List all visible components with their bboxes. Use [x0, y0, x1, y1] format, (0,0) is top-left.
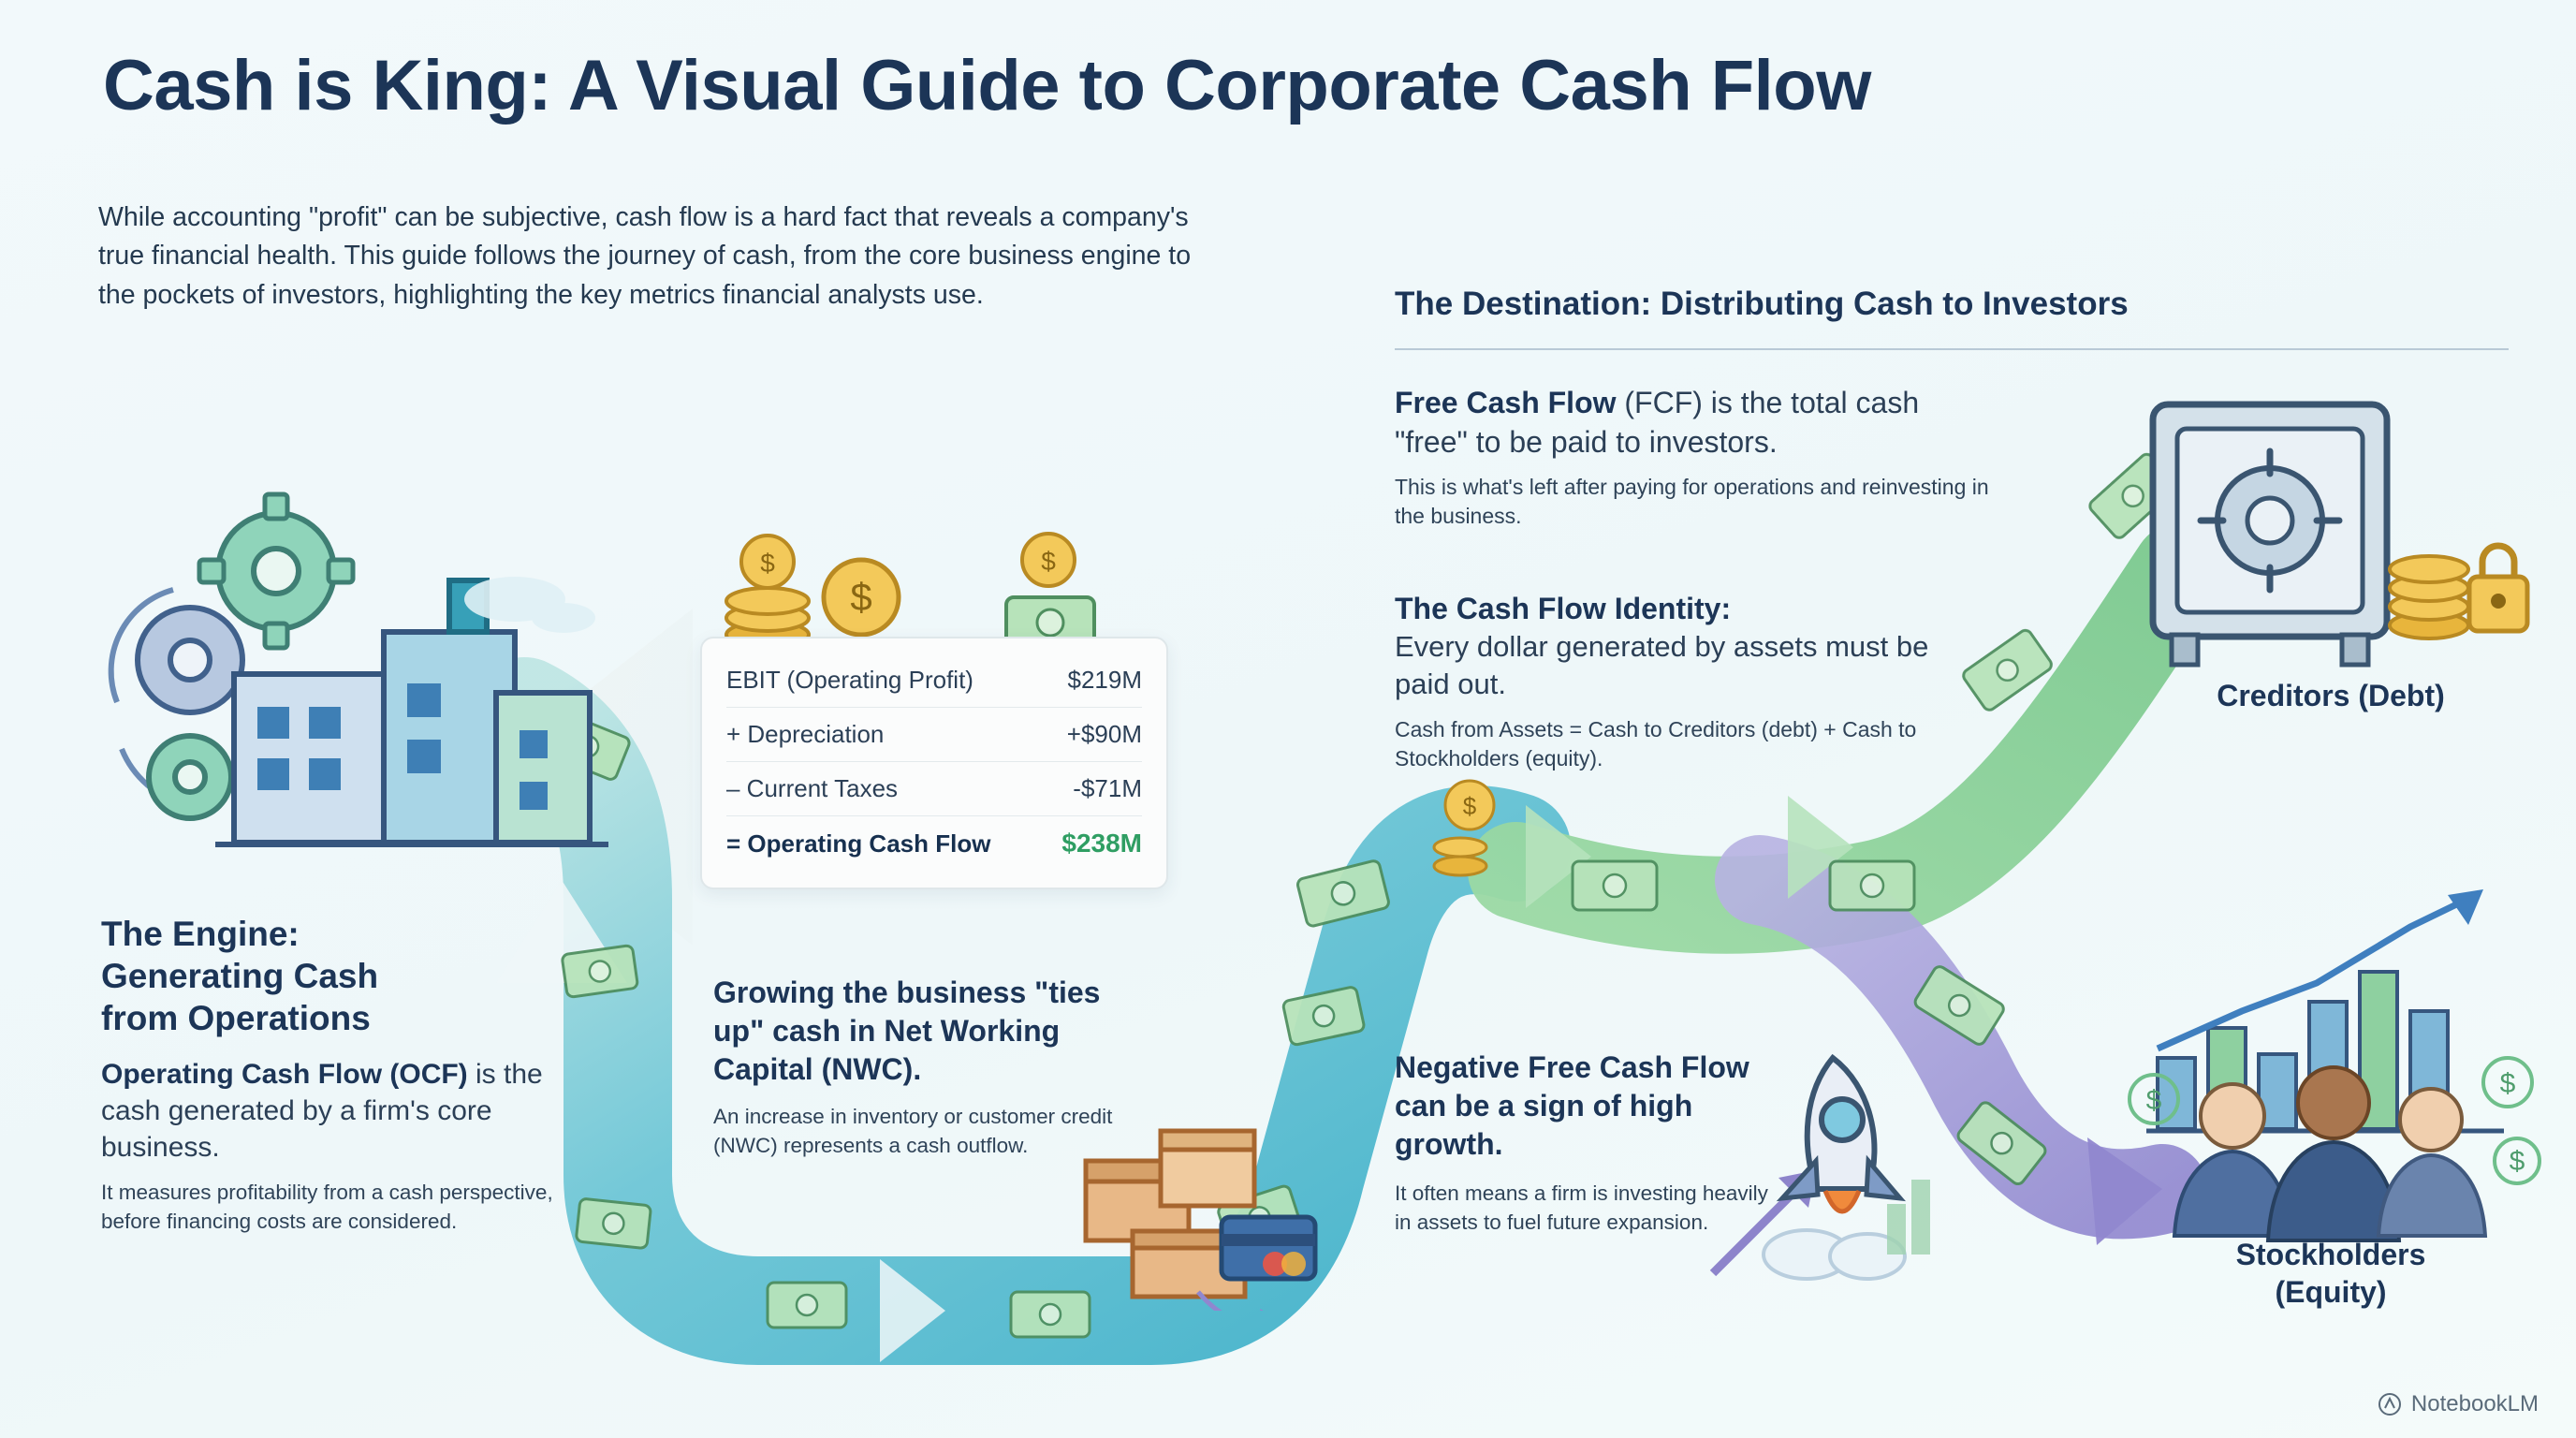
fcf-heading-rest: (FCF) is the total cash "free" to be paid to investors.: [1395, 386, 1920, 459]
svg-text:$: $: [760, 549, 775, 578]
calc-row: [726, 762, 1142, 816]
nwc-title: Growing the business "ties up" cash in Net Working Capital (NWC).: [713, 976, 1101, 1086]
calc-total-label: = Operating Cash Flow: [726, 829, 991, 858]
svg-text:$: $: [1041, 547, 1056, 576]
svg-text:$: $: [2509, 1146, 2525, 1177]
negative-fcf-title: Negative Free Cash Flow can be a sign of high growth.: [1395, 1050, 1749, 1161]
calc-label: EBIT (Operating Profit): [726, 666, 973, 694]
fcf-heading: [1395, 384, 1994, 462]
creditors-label: Creditors (Debt): [2217, 679, 2445, 712]
padlock-icon: [2469, 546, 2527, 631]
engine-note: It measures profitability from a cash perspective, before financing costs are considered.: [101, 1181, 553, 1233]
calc-label: – Current Taxes: [726, 774, 899, 802]
engine-body: [101, 1056, 569, 1166]
engine-title-line1: The Engine:: [101, 915, 300, 953]
operating-cash-flow-card: [700, 637, 1168, 889]
nwc-section: [713, 974, 1153, 1160]
negative-fcf-note: It often means a firm is investing heavily in assets to fuel future expansion.: [1395, 1181, 1768, 1235]
engine-body-rest: is the cash generated by a firm's core business.: [101, 1059, 543, 1164]
watermark: [2378, 1391, 2539, 1417]
credit-card-icon: [1222, 1217, 1315, 1279]
stockholders-label-line2: (Equity): [2275, 1275, 2387, 1309]
engine-title-line2: Generating Cash: [101, 957, 379, 996]
calc-value: $219M: [1067, 666, 1142, 694]
engine-title-line3: from Operations: [101, 999, 371, 1038]
identity-note: Cash from Assets = Cash to Creditors (debt) + Cash to Stockholders (equity).: [1395, 717, 1917, 771]
destination-divider: [1395, 348, 2509, 350]
identity-statement: Every dollar generated by assets must be paid out.: [1395, 629, 1929, 700]
svg-text:$: $: [2145, 1085, 2162, 1116]
stockholders-label-line1: Stockholders: [2235, 1238, 2426, 1271]
identity-title: The Cash Flow Identity:: [1395, 592, 1732, 625]
svg-text:$: $: [2499, 1068, 2516, 1099]
factory-icon: [215, 543, 608, 880]
page-title: Cash is King: A Visual Guide to Corporate Cash Flow: [103, 46, 1871, 125]
calc-row: [726, 708, 1142, 762]
nwc-note: An increase in inventory or customer credit (NWC) represents a cash outflow.: [713, 1104, 1113, 1157]
engine-body-strong: Operating Cash Flow (OCF): [101, 1059, 468, 1091]
calc-row: [726, 653, 1142, 708]
engine-section: [101, 913, 569, 1236]
free-cash-flow-section: [1395, 384, 1994, 531]
watermark-label: NotebookLM: [2410, 1391, 2539, 1416]
calc-value: +$90M: [1066, 720, 1142, 748]
calc-label: + Depreciation: [726, 720, 885, 748]
notebooklm-icon: [2378, 1392, 2402, 1416]
coins-stack-icon: [693, 524, 1179, 655]
calc-value: -$71M: [1073, 774, 1142, 802]
cash-flow-identity-section: [1395, 590, 1975, 773]
fcf-subtext: This is what's left after paying for operations and reinvesting in the business.: [1395, 475, 1989, 529]
calc-total-value: $238M: [1061, 829, 1142, 858]
svg-text:$: $: [850, 575, 872, 619]
calc-total-row: [726, 816, 1142, 871]
destination-heading: The Destination: Distributing Cash to Investors: [1395, 286, 2129, 322]
safe-vault-icon: [2134, 393, 2537, 674]
intro-paragraph: While accounting "profit" can be subjective, cash flow is a hard fact that reveals a company's true financial health. This guide follows the journey of cash, from the core business engine to the pockets of investors, highlighting the key metrics financial analysts use.: [98, 202, 1192, 310]
negative-fcf-section: [1395, 1049, 1778, 1238]
svg-text:$: $: [1462, 792, 1477, 820]
investors-group-icon: [2120, 1049, 2541, 1255]
fcf-heading-strong: Free Cash Flow: [1395, 386, 1617, 419]
stockholders-label: [2172, 1236, 2490, 1311]
engine-title: [101, 913, 569, 1039]
